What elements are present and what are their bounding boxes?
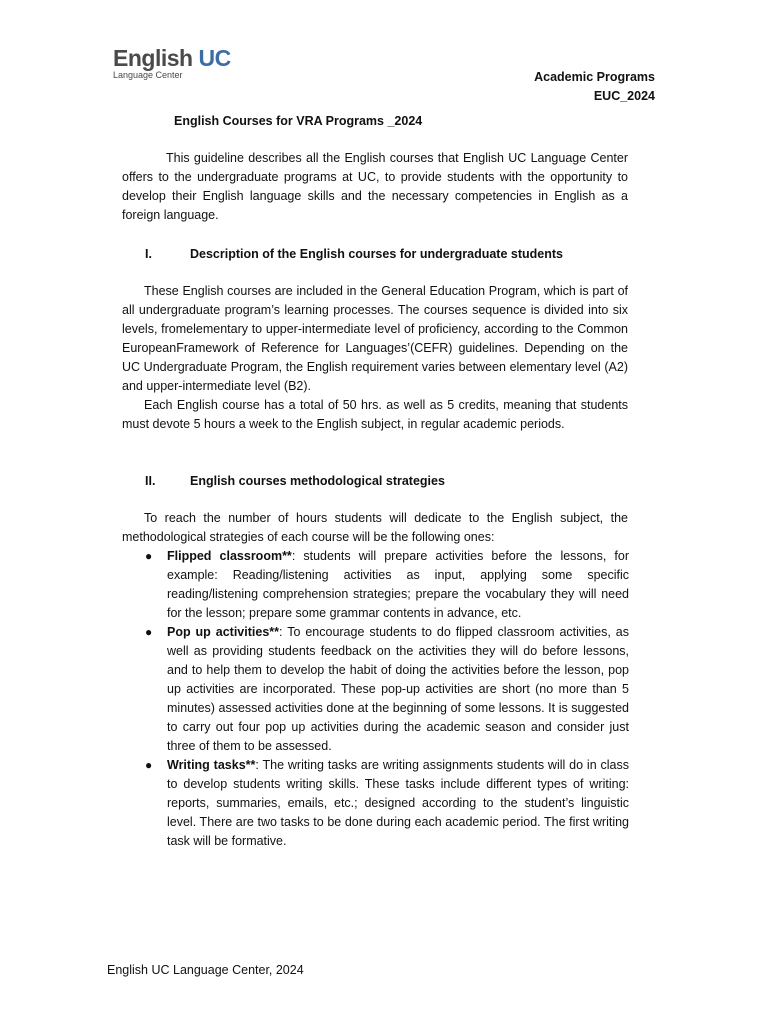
list-item (145, 623, 629, 756)
bullet-term: Writing tasks** (167, 758, 256, 772)
section-1-paragraph-2: Each English course has a total of 50 hrs. as well as 5 credits, meaning that students must devote 5 hours a week to the English subject, in regular academic periods. (122, 398, 628, 431)
list-item (145, 547, 629, 623)
list-item (145, 756, 629, 851)
section-2-intro: To reach the number of hours students will dedicate to the English subject, the methodological strategies of each course will be the following ones: (122, 511, 628, 544)
section-1-number: I. (145, 247, 152, 261)
document-title: English Courses for VRA Programs _2024 (174, 114, 423, 128)
section-1-paragraph-1: These English courses are included in the General Education Program, which is part of all undergraduate program’s learning processes. The courses sequence is divided into six levels, fromelementary to upper-intermediate level of proficiency, according to the Common EuropeanFramework of Reference for Languages’(CEFR) guidelines. Depending on the UC Undergraduate Program, the English requirement varies between elementary level (A2) and upper-intermediate level (B2). (122, 284, 628, 393)
section-1-title: Description of the English courses for undergraduate students (190, 247, 563, 261)
logo-brand: English (113, 45, 193, 71)
bullet-text: : students will prepare activities before the lessons, for example: Reading/listening activities as input, applying some specific reading/listening comprehension strategies; prepare the vocabulary they will need for the lesson; prepare some grammar contents in advance, etc. (167, 549, 629, 620)
logo-subtitle: Language Center (113, 70, 183, 80)
header-line-1: Academic Programs (534, 70, 655, 84)
strategies-list (145, 547, 629, 851)
bullet-icon: ● (145, 625, 153, 639)
page-footer: English UC Language Center, 2024 (107, 963, 304, 977)
english-uc-logo (113, 46, 231, 80)
section-2-title: English courses methodological strategies (190, 474, 445, 488)
bullet-text: : The writing tasks are writing assignments students will do in class to develop students writing skills. These tasks include different types of writing: reports, summaries, emails, etc.; designed according to the student’s linguistic level. There are two tasks to be done during each academic period. The first writing task will be formative. (167, 758, 629, 848)
section-2-heading (145, 472, 445, 490)
intro-paragraph: This guideline describes all the English courses that English UC Language Center offers to the undergraduate programs at UC, to provide students with the opportunity to develop their English language skills and the necessary competencies in English as a foreign language. (122, 151, 628, 222)
bullet-icon: ● (145, 549, 153, 563)
logo-brand-accent: UC (198, 45, 231, 71)
bullet-term: Flipped classroom** (167, 549, 292, 563)
header-right (534, 68, 655, 106)
bullet-term: Pop up activities** (167, 625, 279, 639)
section-1-heading (145, 245, 563, 263)
bullet-text: : To encourage students to do flipped classroom activities, as well as providing students feedback on the activities they will do before lessons, and to help them to develop the habit of doing the activities before the lesson, pop up activities are incorporated. These pop-up activities are short (no more than 5 minutes) assessed activities done at the beginning of some lessons. It is suggested to carry out four pop up activities during the academic season and consider just three of them to be assessed. (167, 625, 629, 753)
section-2-number: II. (145, 474, 156, 488)
header-line-2: EUC_2024 (593, 89, 655, 103)
bullet-icon: ● (145, 758, 153, 772)
